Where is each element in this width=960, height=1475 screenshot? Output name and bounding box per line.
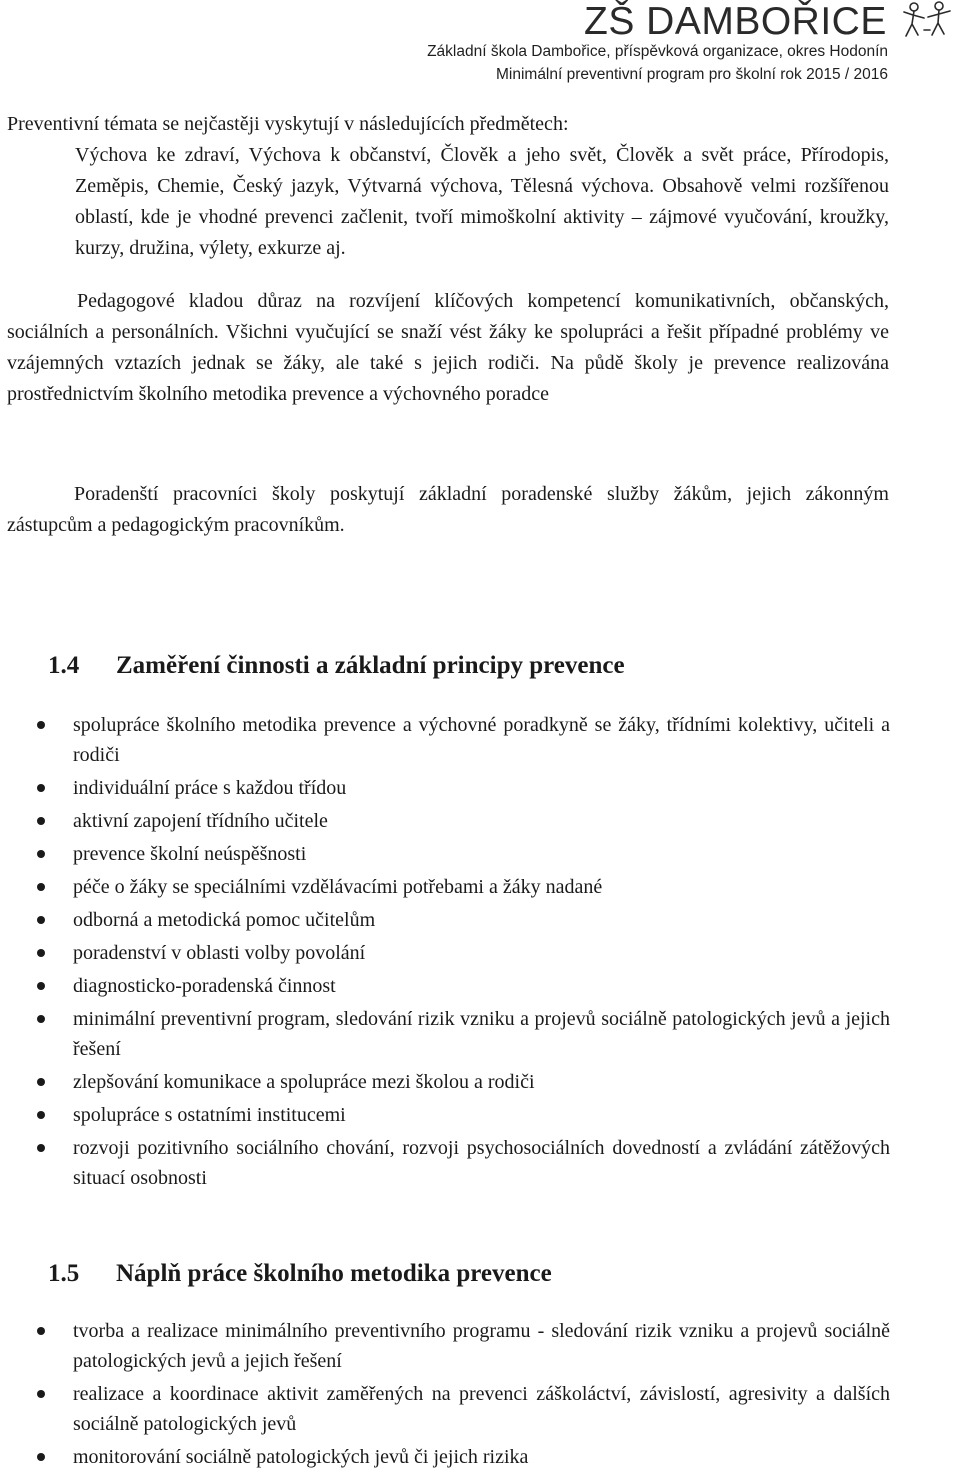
bullet-icon — [37, 1390, 45, 1398]
counselors-paragraph: Poradenští pracovníci školy poskytují základní poradenské služby žákům, jejich zákonným zástupcům a pedagogickým pracovníkům. — [7, 483, 889, 536]
list-item: péče o žáky se speciálními vzdělávacími potřebami a žáky nadané — [0, 872, 890, 902]
bullet-icon — [37, 883, 45, 891]
intro-first-line: Preventivní témata se nejčastěji vyskytují v následujících předmětech: — [7, 113, 569, 135]
program-title-line: Minimální preventivní program pro školní rok 2015 / 2016 — [495, 66, 888, 83]
intro-paragraph — [7, 109, 889, 264]
list-item: zlepšování komunikace a spolupráce mezi školou a rodiči — [0, 1067, 890, 1097]
section-number: 1.5 — [48, 1260, 80, 1287]
pedagogues-paragraph: Pedagogové kladou důraz na rozvíjení klíčových kompetencí komunikativních, občanských, sociálních a personálních. Všichni vyučující se snaží vést žáky ke spolupráci a řešit případné problémy ve vzájemných vztazích jednak se žáky, ale také s jejich rodiči. Na půdě školy je prevence realizována prostřednictvím školního metodika prevence a výchovného poradce — [7, 290, 889, 405]
school-name-line: Základní škola Dambořice, příspěvková organizace, okres Hodonín — [427, 43, 888, 60]
list-item: diagnosticko-poradenská činnost — [0, 971, 890, 1001]
bullet-icon — [37, 916, 45, 924]
list-item: tvorba a realizace minimálního preventivního programu - sledování rizik vzniku a projevů sociálně patologických jevů a jejich řešení — [0, 1316, 890, 1376]
list-item: minimální preventivní program, sledování rizik vzniku a projevů sociálně patologických jevů a jejich řešení — [0, 1004, 890, 1064]
bullet-icon — [37, 949, 45, 957]
bullet-icon — [37, 817, 45, 825]
bullet-icon — [37, 1111, 45, 1119]
list-item: aktivní zapojení třídního učitele — [0, 806, 890, 836]
bullet-icon — [37, 850, 45, 858]
bullet-icon — [37, 1078, 45, 1086]
list-item: monitorování sociálně patologických jevů či jejich rizika — [0, 1442, 890, 1472]
bullet-icon — [37, 1144, 45, 1152]
school-logo-text: ZŠ DAMBOŘICE — [584, 0, 887, 43]
list-item: rozvoji pozitivního sociálního chování, rozvoji psychosociálních dovedností a zvládání zátěžových situací osobnosti — [0, 1133, 890, 1193]
section-heading — [48, 650, 625, 682]
bullet-icon — [37, 1015, 45, 1023]
bullet-icon — [37, 721, 45, 729]
section-title: Zaměření činnosti a základní principy prevence — [116, 652, 625, 679]
bullet-icon — [37, 784, 45, 792]
section-title: Náplň práce školního metodika prevence — [116, 1260, 552, 1287]
children-figures-icon — [894, 0, 960, 44]
list-item: spolupráce s ostatními institucemi — [0, 1100, 890, 1130]
bullet-icon — [37, 1327, 45, 1335]
principles-list — [0, 710, 890, 1196]
list-item: realizace a koordinace aktivit zaměřených na prevenci záškoláctví, závislostí, agresivity a dalších sociálně patologických jevů — [0, 1379, 890, 1439]
duties-list — [0, 1316, 890, 1475]
list-item: prevence školní neúspěšnosti — [0, 839, 890, 869]
intro-subjects-text: Výchova ke zdraví, Výchova k občanství, Člověk a jeho svět, Člověk a svět práce, Přírodopis, Zeměpis, Chemie, Český jazyk, Výtvarná výchova, Tělesná výchova. Obsahově velmi rozšířenou oblastí, kde je vhodné prevenci začlenit, tvoří mimoškolní aktivity – zájmové vyučování, kroužky, kurzy, družina, výlety, exkurze aj. — [75, 144, 889, 259]
section-heading — [48, 1258, 552, 1290]
page-header — [0, 0, 960, 92]
list-item: odborná a metodická pomoc učitelům — [0, 905, 890, 935]
bullet-icon — [37, 982, 45, 990]
section-number: 1.4 — [48, 652, 80, 679]
bullet-icon — [37, 1453, 45, 1461]
list-item: poradenství v oblasti volby povolání — [0, 938, 890, 968]
list-item: spolupráce školního metodika prevence a výchovné poradkyně se žáky, třídními kolektivy, učiteli a rodiči — [0, 710, 890, 770]
list-item: individuální práce s každou třídou — [0, 773, 890, 803]
